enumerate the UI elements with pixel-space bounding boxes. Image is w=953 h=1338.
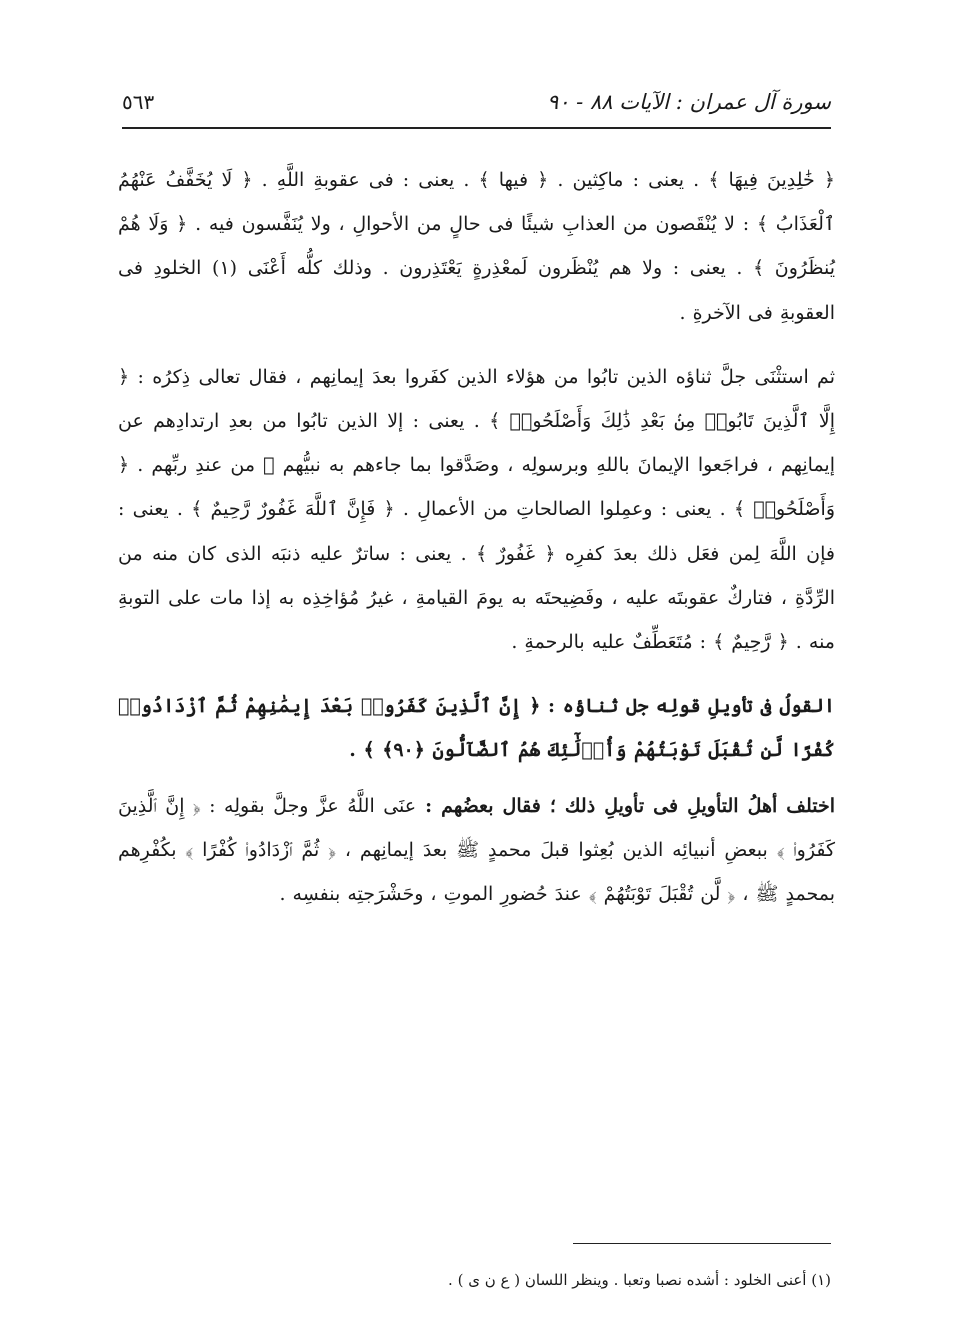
paragraph-lead: اختلف أهلُ التأويلِ فى تأويلِ ذلك ؛ فقال بعضُهم :: [416, 794, 835, 817]
paragraph-text: ﴿ إِنَّ ٱلَّذِينَ كَفَرُوا۟ بَعْدَ إِيمَٰنِهِمْ ثُمَّ ٱزْدَادُوا۟ كُفْرًا لَّن تُقْبَلَ تَوْبَتُهُمْ وَأُو۟لَٰٓئِكَ هُمُ ٱلضَّآلُّونَ ﴿٩٠﴾ ﴾ .: [118, 695, 835, 762]
footnote: (١) أعنى الخلود : أشده نصبا وتعبا . وينظر اللسان ( ع ن ى ) .: [448, 1271, 831, 1289]
paragraph-text: ﴿ خَٰلِدِينَ فِيهَا ﴾ . يعنى : ماكِثين . ﴿ فيها ﴾ . يعنى : فى عقوبةِ اللَّهِ . ﴿ لَا يُخَفَّفُ عَنْهُمُ ٱلْعَذَابُ ﴾ : لا يُنْقَصون من العذابِ شيئًا فى حالٍ من الأحوالِ ، ولا يُنَفَّسون فيه . ﴿ وَلَا هُمْ يُنظَرُونَ ﴾ . يعنى : ولا هم يُنْظَرون لَمعْذِرةٍ يَعْتَذِرون . وذلك كلُّه أَعْنَى (١) الخلودِ فى العقوبةِ فى الآخرةِ .: [118, 169, 835, 324]
paragraph-3: [118, 684, 835, 772]
header-rule: [122, 127, 831, 129]
page-number: ٥٦٣: [122, 90, 155, 114]
main-text: [118, 158, 835, 916]
paragraph-text: ثم استثْنَى جلَّ ثناؤه الذين تابُوا من هؤلاء الذين كفَروا بعدَ إيمانِهم ، فقال تعالى ذِكرُه : ﴿ إِلَّا ٱلَّذِينَ تَابُوا۟ مِنۢ بَعْدِ ذَٰلِكَ وَأَصْلَحُوا۟ ﴾ . يعنى : إلا الذين تابُوا من بعدِ ارتدادِهم عن إيمانِهم ، فراجَعوا الإيمانَ باللهِ وبرسولِه ، وصَدَّقوا بما جاءهم به نبيُّهم ﷺ من عندِ ربِّهم . ﴿ وَأَصْلَحُوا۟ ﴾ . يعنى : وعمِلوا الصالحاتِ من الأعمالِ . ﴿ فَإِنَّ ٱللَّهَ غَفُورٌ رَّحِيمٌ ﴾ . يعنى : فإن اللَّهَ لِمن فعَل ذلك بعدَ كفرِه ﴿ غَفُورٌ ﴾ . يعنى : ساترٌ عليه ذنبَه الذى كان منه من الرِّدَّةِ ، فتاركٌ عقوبتَه عليه ، وفَضِيحتَه به يومَ القيامةِ ، غيرُ مُؤاخِذِه به إذا مات على التوبةِ منه . ﴿ رَّحِيمٌ ﴾ : مُتَعَطِّفٌ عليه بالرحمةِ .: [118, 365, 835, 654]
paragraph-text: عنَى اللَّهُ عزَّ وجلَّ بقولِه : ﴿ إِنَّ ٱلَّذِينَ كَفَرُوا۟ ﴾ ببعضِ أنبيائِه الذين بُعِثوا قبلَ محمدٍ ﷺ بعدَ إيمانِهم ، ﴿ ثُمَّ ٱزْدَادُوا۟ كُفْرًا ﴾ بكُفْرِهم بمحمدٍ ﷺ ، ﴿ لَّن تُقْبَلَ تَوْبَتُهُمْ ﴾ عندَ حُضورِ الموتِ ، وحَشْرَجتِه بنفسِه .: [118, 794, 835, 906]
paragraph-1: [118, 158, 835, 335]
running-title: سورة آل عمران : الآيات ٨٨ - ٩٠: [546, 90, 831, 114]
page-header: [122, 82, 831, 122]
footnote-rule: [573, 1243, 831, 1244]
paragraph-lead: القولُ فى تأويلِ قولِه جل ثناؤه :: [540, 695, 835, 718]
paragraph-4: [118, 784, 835, 917]
paragraph-2: [118, 355, 835, 664]
